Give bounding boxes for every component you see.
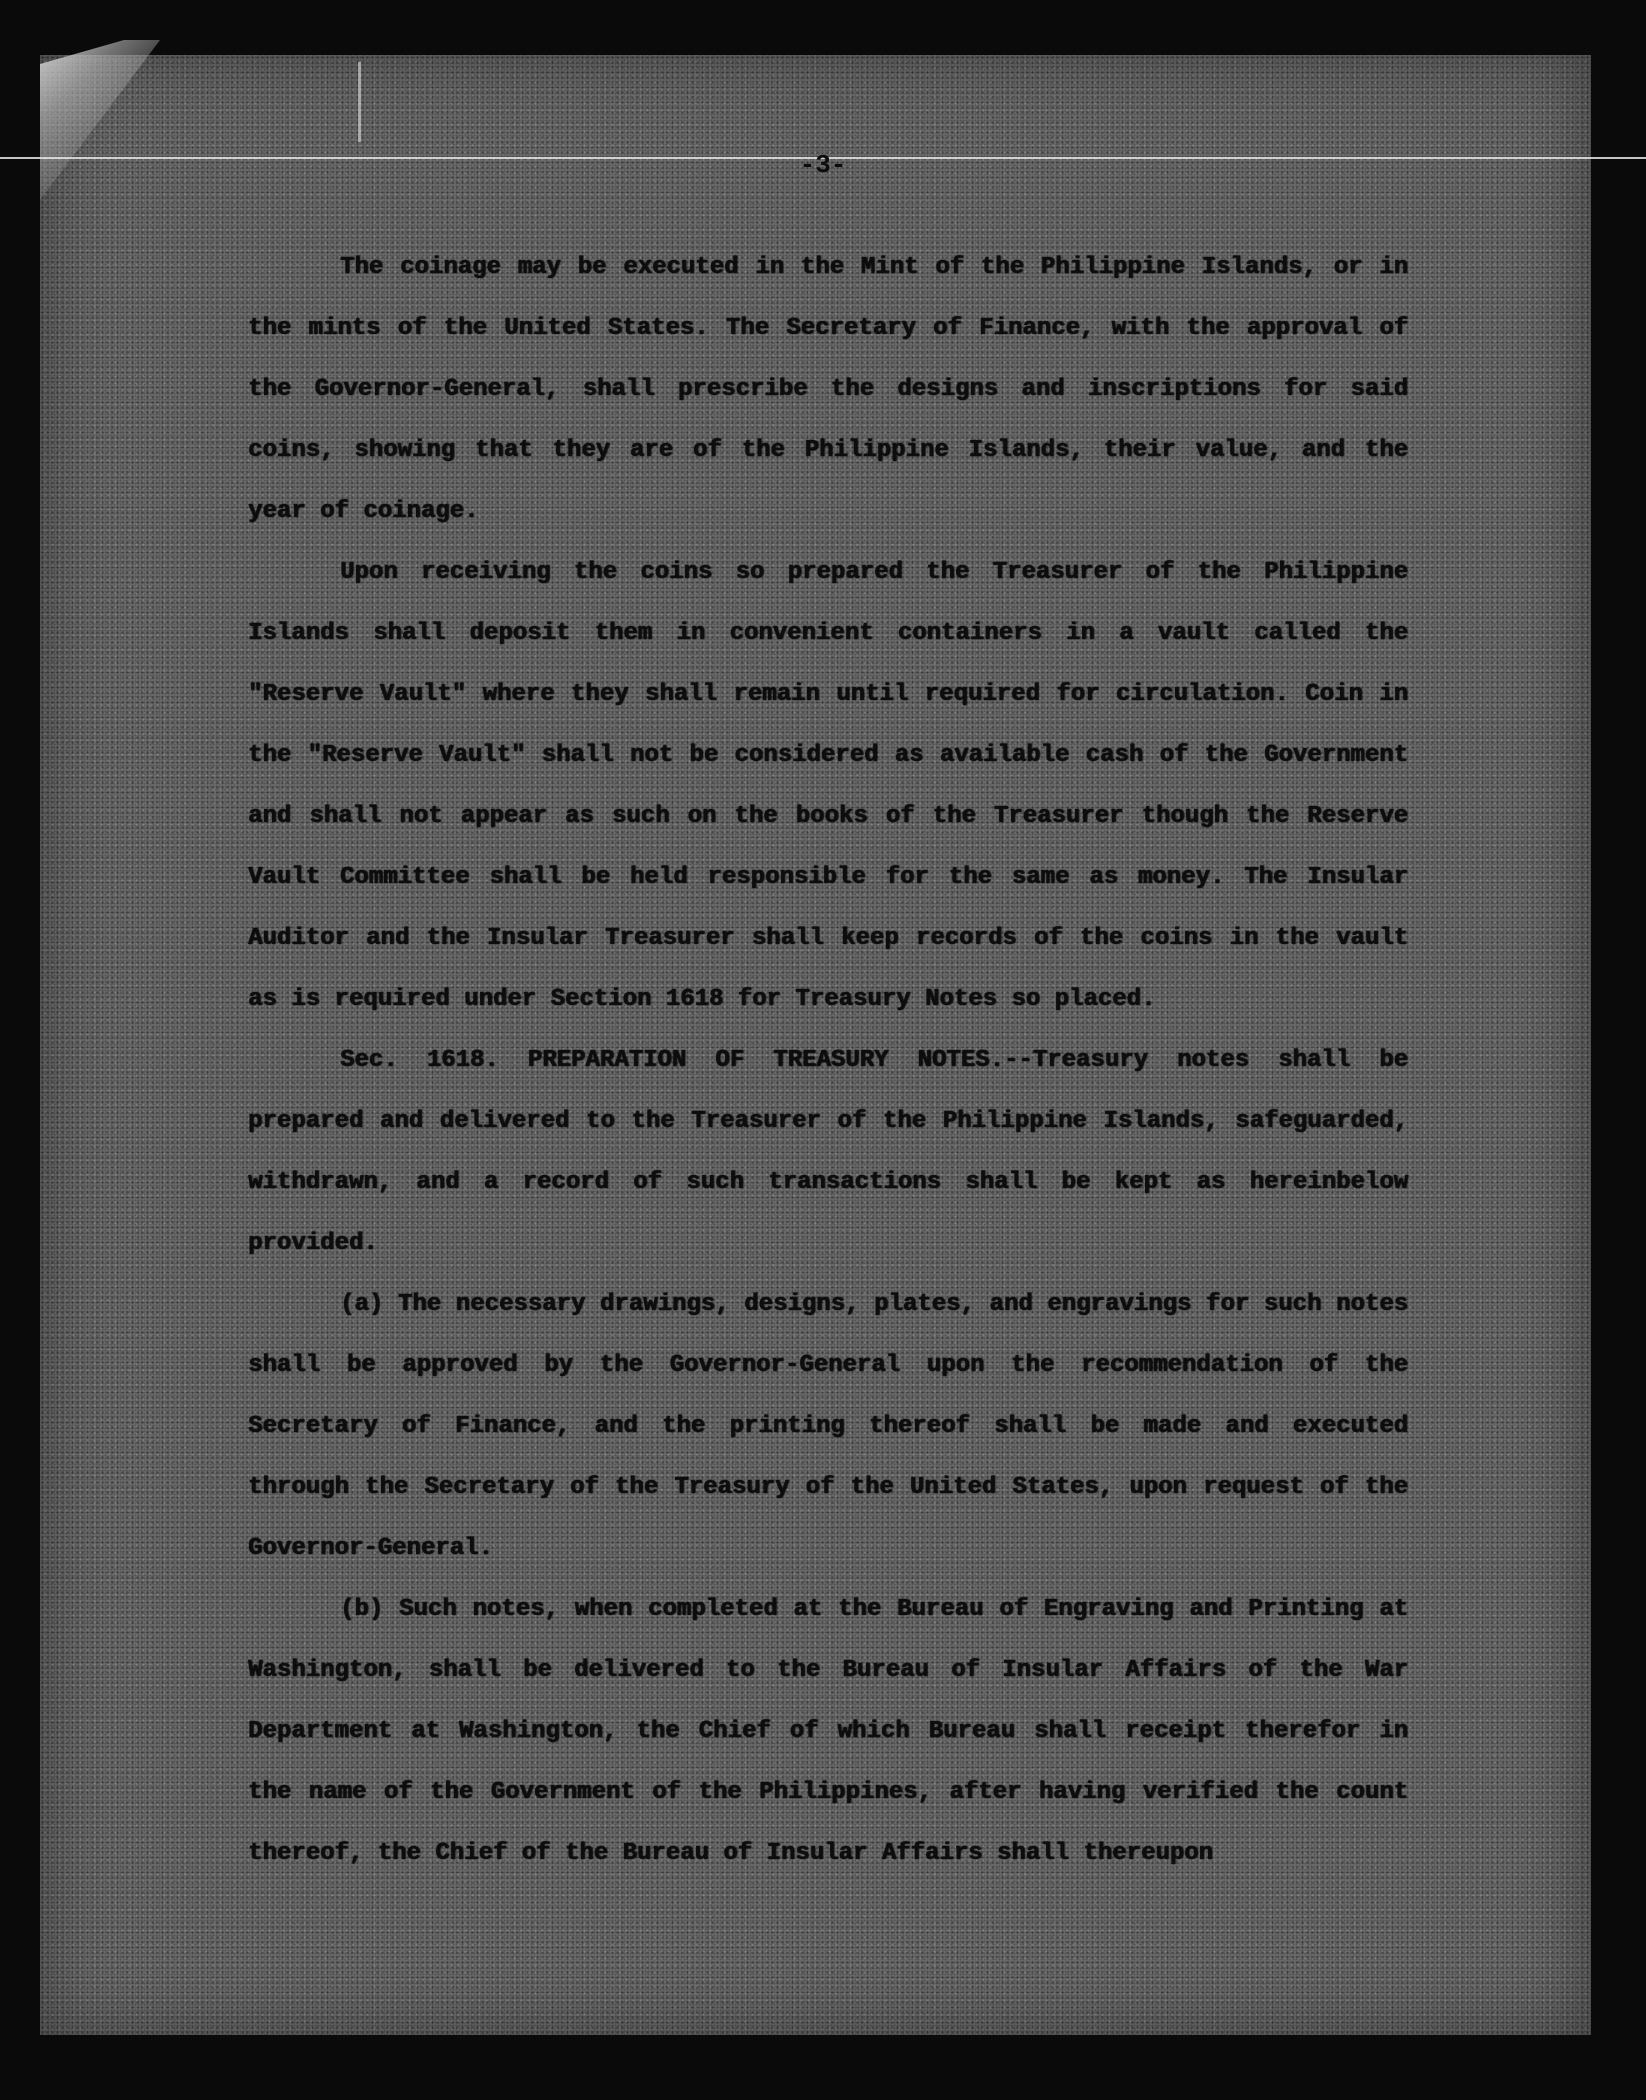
document-body xyxy=(248,237,1408,1884)
paragraph-reserve-vault: Upon receiving the coins so prepared the Treasurer of the Philippine Islands shall deposit them in convenient containers in a vault called the "Reserve Vault" where they shall remain until required for circulation. Coin in the "Reserve Vault" shall not be considered as available cash of the Government and shall not appear as such on the books of the Treasurer though the Reserve Vault Committee shall be held responsible for the same as money. The Insular Auditor and the Insular Treasurer shall keep records of the coins in the vault as is required under Section 1618 for Treasury Notes so placed. xyxy=(248,559,1408,1013)
paragraph-subsection-a: (a) The necessary drawings, designs, plates, and engravings for such notes shall be approved by the Governor-General upon the recommendation of the Secretary of Finance, and the printing thereof shall be made and executed through the Secretary of the Treasury of the United States, upon request of the Governor-General. xyxy=(248,1291,1408,1562)
page-number: -3- xyxy=(799,150,847,180)
paragraph-subsection-b: (b) Such notes, when completed at the Bureau of Engraving and Printing at Washington, shall be delivered to the Bureau of Insular Affairs of the War Department at Washington, the Chief of which Bureau shall receipt therefor in the name of the Government of the Philippines, after having verified the count thereof, the Chief of the Bureau of Insular Affairs shall thereupon xyxy=(248,1596,1408,1867)
paper-crease xyxy=(358,62,361,142)
paragraph-section-1618: Sec. 1618. PREPARATION OF TREASURY NOTES.--Treasury notes shall be prepared and delivered to the Treasurer of the Philippine Islands, safeguarded, withdrawn, and a record of such transactions shall be kept as hereinbelow provided. xyxy=(248,1047,1408,1257)
paragraph-coinage: The coinage may be executed in the Mint of the Philippine Islands, or in the mints of the United States. The Secretary of Finance, with the approval of the Governor-General, shall prescribe the designs and inscriptions for said coins, showing that they are of the Philippine Islands, their value, and the year of coinage. xyxy=(248,254,1408,525)
